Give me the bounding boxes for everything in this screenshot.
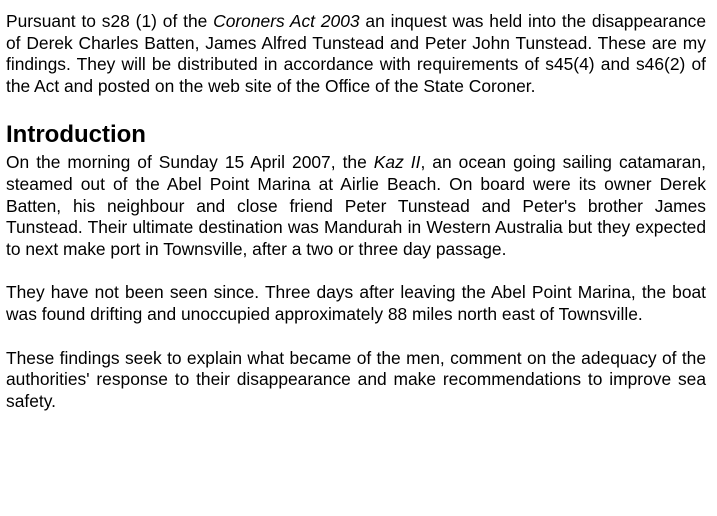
act-name: Coroners Act 2003: [213, 11, 360, 31]
intro-text-end: , an ocean going sailing catamaran, steamed out of the Abel Point Marina at Airlie Beach. On board were its owner Derek Batten, his neighbour and close friend Peter Tunstead and Peter's brother James Tunstead. Their ultimate destination was Mandurah in Western Australia but they expected to next make port in Townsville, after a two or three day passage.: [6, 152, 706, 259]
intro-paragraph-2: They have not been seen since. Three days after leaving the Abel Point Marina, the boat was found drifting and unoccupied approximately 88 miles north east of Townsville.: [6, 282, 706, 324]
preamble-text-start: Pursuant to s28 (1) of the: [6, 11, 214, 31]
intro-text-start: On the morning of Sunday 15 April 2007, the: [6, 152, 374, 173]
document-page: [6, 11, 706, 412]
vessel-name: Kaz II: [373, 152, 421, 173]
intro-paragraph-1: [6, 152, 706, 260]
intro-paragraph-3: These findings seek to explain what became of the men, comment on the adequacy of the authorities' response to their disappearance and make recommendations to improve sea safety.: [6, 347, 706, 411]
preamble-text-end: an inquest was held into the disappearance of Derek Charles Batten, James Alfred Tunstead and Peter John Tunstead. These are my findings. They will be distributed in accordance with requirements of s45(4) and s46(2) of the Act and posted on the web site of the Office of the State Coroner.: [6, 11, 706, 96]
preamble-paragraph: [6, 11, 706, 97]
section-heading: Introduction: [6, 121, 146, 149]
